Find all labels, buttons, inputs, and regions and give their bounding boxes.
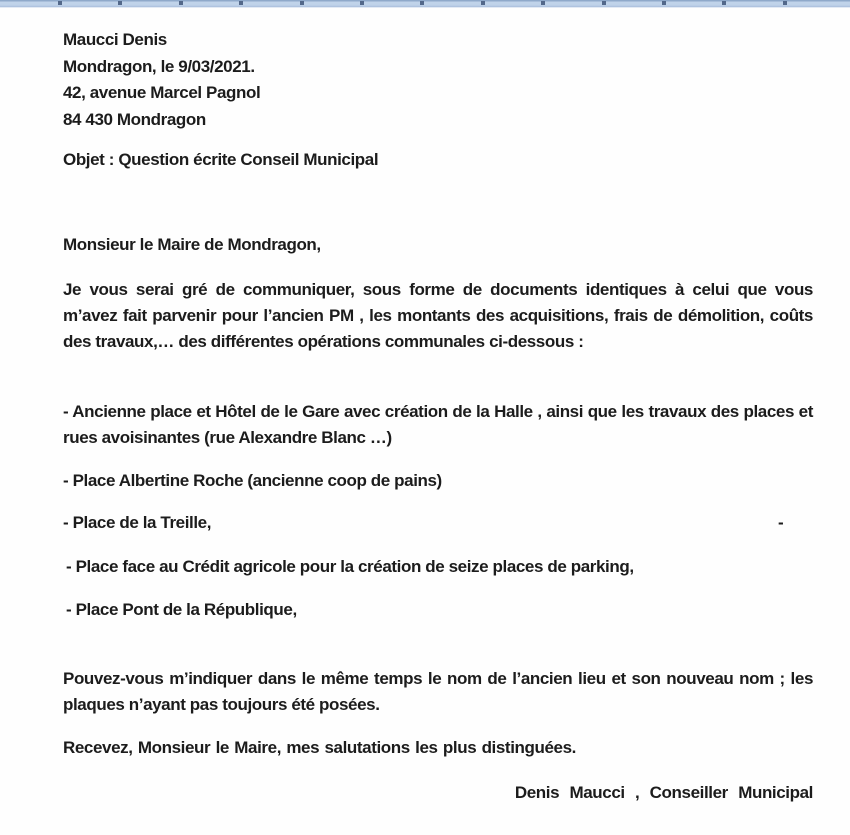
list-item-pont-republique: - Place Pont de la République, xyxy=(66,600,297,619)
sender-block xyxy=(63,27,813,133)
sender-city: 84 430 Mondragon xyxy=(63,109,206,129)
sender-name: Maucci Denis xyxy=(63,30,167,49)
list-item-treille: - Place de la Treille, xyxy=(63,513,212,532)
signature-line: Denis Maucci , Conseiller Municipal xyxy=(514,783,813,802)
list-item-albertine-roche: - Place Albertine Roche (ancienne coop de pains) xyxy=(63,471,442,490)
salutation-line: Monsieur le Maire de Mondragon, xyxy=(63,235,321,254)
subject-line: Objet : Question écrite Conseil Municipal xyxy=(63,150,379,169)
stray-dash: - xyxy=(778,513,784,532)
list-item-credit-agricole: - Place face au Crédit agricole pour la création de seize places de parking, xyxy=(66,557,634,576)
sender-date-line: Mondragon, le 9/03/2021. xyxy=(63,56,255,76)
sender-street: 42, avenue Marcel Pagnol xyxy=(63,83,261,102)
closing-line: Recevez, Monsieur le Maire, mes salutations les plus distinguées. xyxy=(63,738,576,757)
ruler-strip xyxy=(0,0,850,8)
body-paragraph-request: Je vous serai gré de communiquer, sous forme de documents identiques à celui que vous m’avez fait parvenir pour l’ancien PM , les montants des acquisitions, frais de démolition, coûts des travaux,… des différentes opérations communales ci-dessous : xyxy=(63,280,813,351)
list-item-gare: - Ancienne place et Hôtel de le Gare avec création de la Halle , ainsi que les travaux des places et rues avoisinantes (rue Alexandre Blanc …) xyxy=(63,402,813,447)
body-paragraph-naming: Pouvez-vous m’indiquer dans le même temps le nom de l’ancien lieu et son nouveau nom ; les plaques n’ayant pas toujours été posées. xyxy=(63,669,813,714)
